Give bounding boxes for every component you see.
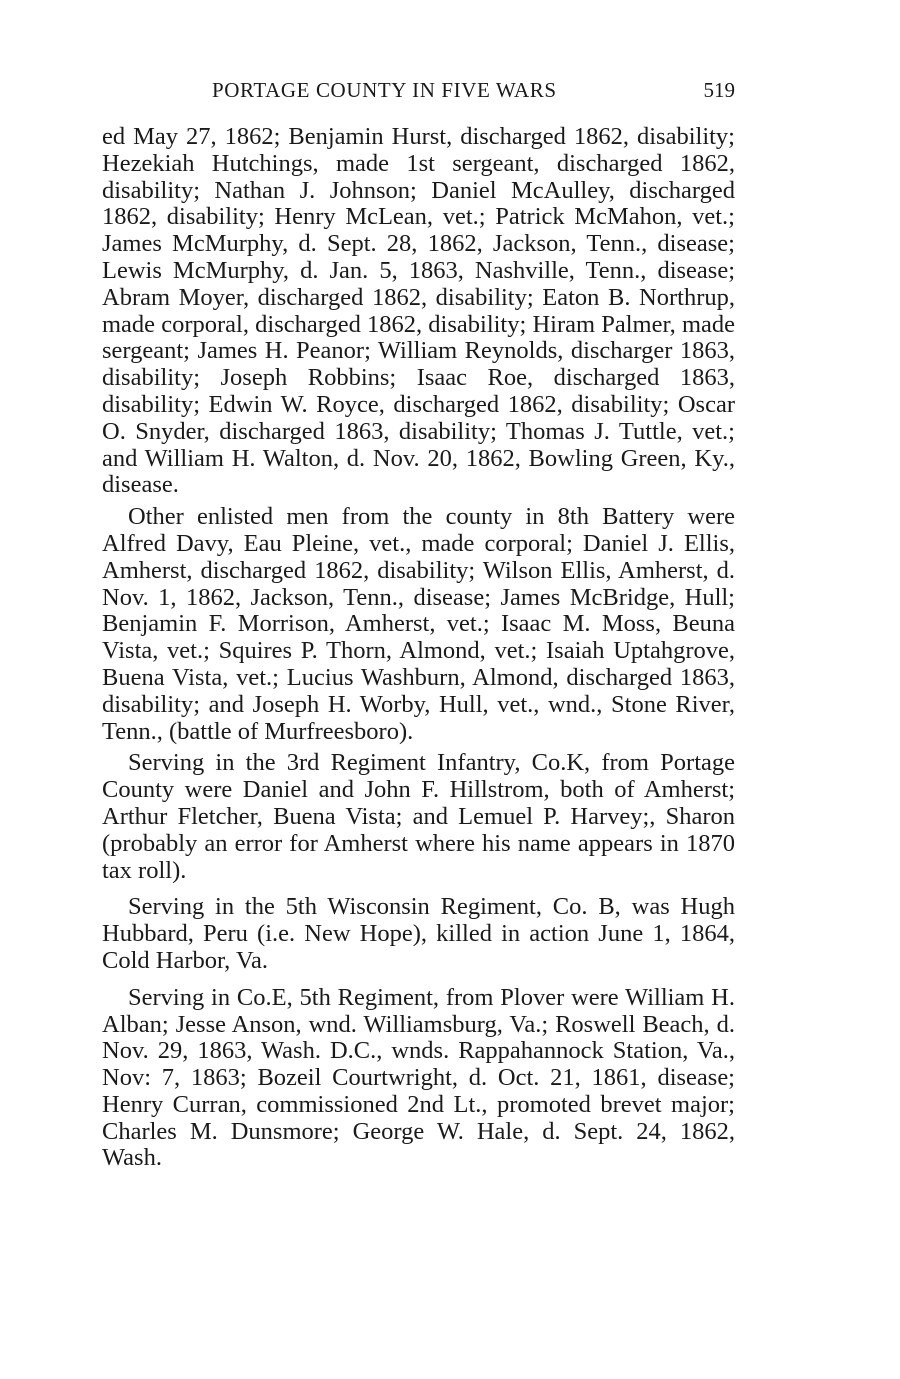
book-page	[102, 0, 735, 1172]
paragraph-3rd-regiment: Serving in the 3rd Regiment Infantry, Co.K, from Portage County were Daniel and John F. Hillstrom, both of Amherst; Arthur Fletcher, Buena Vista; and Lemuel P. Harvey;, Sharon (probably an error for Amherst where his name appears in 1870 tax roll).	[102, 749, 735, 884]
paragraph-5th-regiment-co-b: Serving in the 5th Wisconsin Regiment, Co. B, was Hugh Hubbard, Peru (i.e. New Hope), killed in action June 1, 1864, Cold Harbor, Va.	[102, 893, 735, 974]
paragraph-8th-battery: Other enlisted men from the county in 8th Battery were Alfred Davy, Eau Pleine, vet., made corporal; Daniel J. Ellis, Amherst, discharged 1862, disability; Wilson Ellis, Amherst, d. Nov. 1, 1862, Jackson, Tenn., disease; James McBridge, Hull; Benjamin F. Morrison, Amherst, vet.; Isaac M. Moss, Beuna Vista, vet.; Squires P. Thorn, Almond, vet.; Isaiah Uptahgrove, Buena Vista, vet.; Lucius Washburn, Almond, discharged 1863, disability; and Joseph H. Worby, Hull, vet., wnd., Stone River, Tenn., (battle of Murfreesboro).	[102, 503, 735, 745]
body-text	[102, 124, 735, 1172]
page-number: 519	[703, 78, 735, 102]
paragraph-5th-regiment-co-e: Serving in Co.E, 5th Regiment, from Plover were William H. Alban; Jesse Anson, wnd. Williamsburg, Va.; Roswell Beach, d. Nov. 29, 1863, Wash. D.C., wnds. Rappahannock Station, Va., Nov: 7, 1863; Bozeil Courtwright, d. Oct. 21, 1861, disease; Henry Curran, commissioned 2nd Lt., promoted brevet major; Charles M. Dunsmore; George W. Hale, d. Sept. 24, 1862, Wash.	[102, 983, 735, 1172]
running-title: PORTAGE COUNTY IN FIVE WARS	[212, 78, 557, 102]
paragraph-continued: ed May 27, 1862; Benjamin Hurst, discharged 1862, disability; Hezekiah Hutchings, made 1st sergeant, discharged 1862, disability; Nathan J. Johnson; Daniel McAulley, discharged 1862, disability; Henry McLean, vet.; Patrick McMahon, vet.; James McMurphy, d. Sept. 28, 1862, Jackson, Tenn., disease; Lewis McMurphy, d. Jan. 5, 1863, Nashville, Tenn., disease; Abram Moyer, discharged 1862, disability; Eaton B. Northrup, made corporal, discharged 1862, disability; Hiram Palmer, made sergeant; James H. Peanor; William Reynolds, discharger 1863, disability; Joseph Robbins; Isaac Roe, discharged 1863, disability; Edwin W. Royce, discharged 1862, disability; Oscar O. Snyder, discharged 1863, disability; Thomas J. Tuttle, vet.; and William H. Walton, d. Nov. 20, 1862, Bowling Green, Ky., disease.	[102, 123, 735, 499]
running-head	[102, 78, 735, 106]
